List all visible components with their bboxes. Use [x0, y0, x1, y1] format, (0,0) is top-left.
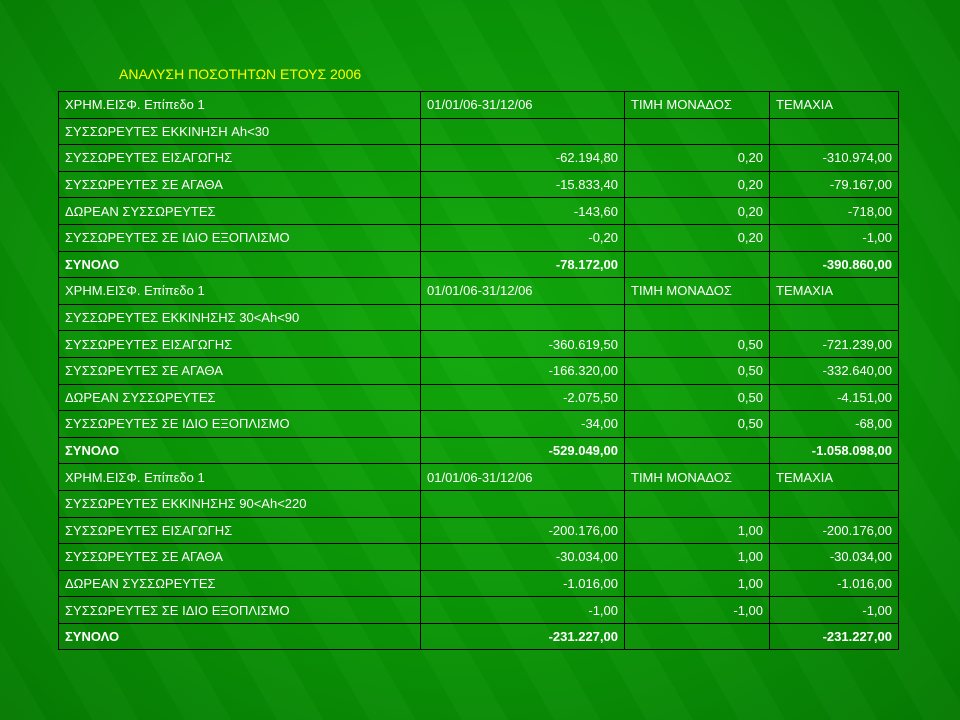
table-cell: -1,00: [770, 597, 899, 624]
table-row: [59, 224, 899, 251]
header-cell: ΤΕΜΑΧΙΑ: [770, 464, 899, 491]
table-cell: -332.640,00: [770, 357, 899, 384]
header-cell: ΤΙΜΗ ΜΟΝΑΔΟΣ: [625, 278, 770, 305]
table-cell: -68,00: [770, 411, 899, 438]
table-row: [59, 597, 899, 624]
category-label: ΣΥΣΣΩΡΕΥΤΕΣ ΕΚΚΙΝΗΣΗ Ah<30: [59, 118, 421, 145]
total-cell: -231.227,00: [421, 623, 625, 650]
table-row: [59, 331, 899, 358]
table-cell: ΣΥΣΣΩΡΕΥΤΕΣ ΣΕ ΙΔΙΟ ΕΞΟΠΛΙΣΜΟ: [59, 224, 421, 251]
category-row: [59, 118, 899, 145]
header-cell: ΤΙΜΗ ΜΟΝΑΔΟΣ: [625, 92, 770, 119]
table-cell: -166.320,00: [421, 357, 625, 384]
header-cell: 01/01/06-31/12/06: [421, 278, 625, 305]
total-row: [59, 623, 899, 650]
table-cell: -1,00: [421, 597, 625, 624]
empty-cell: [421, 490, 625, 517]
table-cell: ΣΥΣΣΩΡΕΥΤΕΣ ΣΕ ΙΔΙΟ ΕΞΟΠΛΙΣΜΟ: [59, 597, 421, 624]
total-cell: -529.049,00: [421, 437, 625, 464]
header-cell: ΧΡΗΜ.ΕΙΣΦ. Επίπεδο 1: [59, 92, 421, 119]
empty-cell: [421, 304, 625, 331]
quantities-table-body: [59, 92, 899, 650]
category-row: [59, 490, 899, 517]
table-cell: -30.034,00: [770, 544, 899, 571]
table-cell: ΔΩΡΕΑΝ ΣΥΣΣΩΡΕΥΤΕΣ: [59, 198, 421, 225]
table-cell: -200.176,00: [770, 517, 899, 544]
table-cell: ΣΥΣΣΩΡΕΥΤΕΣ ΕΙΣΑΓΩΓΗΣ: [59, 517, 421, 544]
quantities-table: [58, 91, 899, 650]
total-cell: ΣΥΝΟΛΟ: [59, 623, 421, 650]
table-cell: -62.194,80: [421, 145, 625, 172]
section-header-row: [59, 92, 899, 119]
empty-cell: [625, 118, 770, 145]
table-cell: -1.016,00: [770, 570, 899, 597]
table-cell: -1,00: [625, 597, 770, 624]
header-cell: 01/01/06-31/12/06: [421, 464, 625, 491]
table-cell: -310.974,00: [770, 145, 899, 172]
table-cell: 0,20: [625, 198, 770, 225]
empty-cell: [625, 304, 770, 331]
table-cell: ΣΥΣΣΩΡΕΥΤΕΣ ΣΕ ΙΔΙΟ ΕΞΟΠΛΙΣΜΟ: [59, 411, 421, 438]
total-cell: [625, 623, 770, 650]
total-cell: -78.172,00: [421, 251, 625, 278]
table-cell: -4.151,00: [770, 384, 899, 411]
table-row: [59, 198, 899, 225]
table-cell: 0,20: [625, 224, 770, 251]
table-cell: -34,00: [421, 411, 625, 438]
total-cell: -231.227,00: [770, 623, 899, 650]
category-row: [59, 304, 899, 331]
table-row: [59, 384, 899, 411]
table-row: [59, 517, 899, 544]
header-cell: ΤΙΜΗ ΜΟΝΑΔΟΣ: [625, 464, 770, 491]
header-cell: ΤΕΜΑΧΙΑ: [770, 278, 899, 305]
header-cell: 01/01/06-31/12/06: [421, 92, 625, 119]
empty-cell: [625, 490, 770, 517]
empty-cell: [421, 118, 625, 145]
total-cell: [625, 251, 770, 278]
table-cell: -79.167,00: [770, 171, 899, 198]
table-cell: ΣΥΣΣΩΡΕΥΤΕΣ ΣΕ ΑΓΑΘΑ: [59, 357, 421, 384]
table-cell: 0,20: [625, 145, 770, 172]
header-cell: ΤΕΜΑΧΙΑ: [770, 92, 899, 119]
table-cell: -30.034,00: [421, 544, 625, 571]
table-cell: -718,00: [770, 198, 899, 225]
table-cell: 1,00: [625, 517, 770, 544]
table-cell: -143,60: [421, 198, 625, 225]
table-cell: 0,50: [625, 411, 770, 438]
table-cell: -15.833,40: [421, 171, 625, 198]
table-cell: -0,20: [421, 224, 625, 251]
table-cell: -360.619,50: [421, 331, 625, 358]
table-cell: ΣΥΣΣΩΡΕΥΤΕΣ ΕΙΣΑΓΩΓΗΣ: [59, 145, 421, 172]
table-cell: ΔΩΡΕΑΝ ΣΥΣΣΩΡΕΥΤΕΣ: [59, 570, 421, 597]
table-cell: ΔΩΡΕΑΝ ΣΥΣΣΩΡΕΥΤΕΣ: [59, 384, 421, 411]
total-cell: ΣΥΝΟΛΟ: [59, 251, 421, 278]
table-cell: 0,20: [625, 171, 770, 198]
table-row: [59, 145, 899, 172]
table-row: [59, 171, 899, 198]
empty-cell: [770, 304, 899, 331]
table-cell: -2.075,50: [421, 384, 625, 411]
total-cell: -1.058.098,00: [770, 437, 899, 464]
header-cell: ΧΡΗΜ.ΕΙΣΦ. Επίπεδο 1: [59, 278, 421, 305]
table-cell: ΣΥΣΣΩΡΕΥΤΕΣ ΣΕ ΑΓΑΘΑ: [59, 171, 421, 198]
table-cell: -1.016,00: [421, 570, 625, 597]
table-cell: 0,50: [625, 331, 770, 358]
table-cell: ΣΥΣΣΩΡΕΥΤΕΣ ΣΕ ΑΓΑΘΑ: [59, 544, 421, 571]
table-cell: 1,00: [625, 570, 770, 597]
section-header-row: [59, 464, 899, 491]
table-cell: -721.239,00: [770, 331, 899, 358]
total-cell: -390.860,00: [770, 251, 899, 278]
table-row: [59, 357, 899, 384]
category-label: ΣΥΣΣΩΡΕΥΤΕΣ ΕΚΚΙΝΗΣΗΣ 90<Ah<220: [59, 490, 421, 517]
category-label: ΣΥΣΣΩΡΕΥΤΕΣ ΕΚΚΙΝΗΣΗΣ 30<Ah<90: [59, 304, 421, 331]
table-row: [59, 570, 899, 597]
table-cell: 1,00: [625, 544, 770, 571]
header-cell: ΧΡΗΜ.ΕΙΣΦ. Επίπεδο 1: [59, 464, 421, 491]
total-row: [59, 251, 899, 278]
section-header-row: [59, 278, 899, 305]
empty-cell: [770, 118, 899, 145]
table-row: [59, 544, 899, 571]
total-cell: ΣΥΝΟΛΟ: [59, 437, 421, 464]
page-title: ΑΝΑΛΥΣΗ ΠΟΣΟΤΗΤΩΝ ΕΤΟΥΣ 2006: [119, 66, 362, 82]
table-row: [59, 411, 899, 438]
total-row: [59, 437, 899, 464]
table-cell: 0,50: [625, 384, 770, 411]
table-cell: -200.176,00: [421, 517, 625, 544]
table-cell: -1,00: [770, 224, 899, 251]
total-cell: [625, 437, 770, 464]
empty-cell: [770, 490, 899, 517]
table-cell: ΣΥΣΣΩΡΕΥΤΕΣ ΕΙΣΑΓΩΓΗΣ: [59, 331, 421, 358]
table-cell: 0,50: [625, 357, 770, 384]
